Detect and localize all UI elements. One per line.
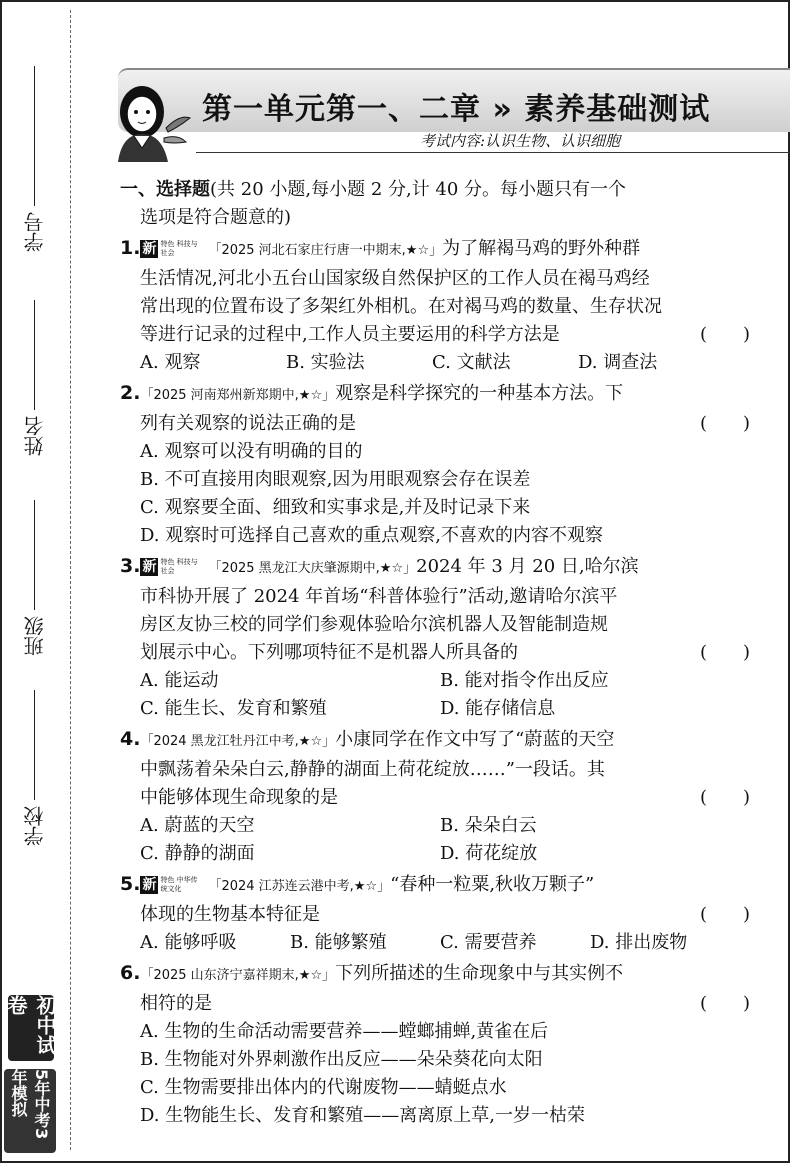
question-source: 「2024 黑龙江牡丹江中考,★☆」: [140, 734, 336, 749]
brand-logo-bottom: 5年中考3年模拟: [4, 1069, 56, 1153]
page-subtitle: 考试内容:认识生物、认识细胞: [420, 132, 621, 150]
question-text-line: 下列所描述的生命现象中与其实例不: [335, 963, 624, 984]
option-d[interactable]: D. 能存储信息: [440, 698, 556, 719]
option-a[interactable]: A. 蔚蓝的天空: [140, 815, 255, 836]
student-name-field: [14, 300, 54, 462]
question-source: 「2025 山东济宁嘉祥期末,★☆」: [140, 968, 336, 983]
question-text-line: 市科协开展了 2024 年首场“科普体验行”活动,邀请哈尔滨平: [140, 586, 618, 607]
school-field: [14, 690, 54, 852]
brand-logo-top: 初中试卷: [8, 995, 54, 1061]
option-b[interactable]: B. 能对指令作出反应: [440, 670, 609, 691]
option-a[interactable]: A. 观察可以没有明确的目的: [140, 441, 363, 462]
option-c[interactable]: C. 需要营养: [440, 932, 537, 953]
new-tag-icon: 新: [142, 241, 157, 257]
option-d[interactable]: D. 荷花绽放: [440, 843, 538, 864]
question-number: 3.: [120, 555, 141, 577]
question-3: [120, 552, 760, 723]
question-text-line: 中能够体现生命现象的是: [140, 787, 338, 808]
option-a[interactable]: A. 生物的生命活动需要营养——螳螂捕蝉,黄雀在后: [140, 1021, 549, 1042]
question-5: [120, 870, 760, 957]
question-text-line: 房区友协三校的同学们参观体验哈尔滨机器人及智能制造规: [140, 614, 608, 635]
class-field: [14, 500, 54, 662]
answer-blank[interactable]: ( ): [699, 993, 750, 1014]
question-1: [120, 234, 760, 377]
student-id-line: [34, 66, 35, 206]
binding-dashed-line: [70, 10, 71, 1150]
options-row: [120, 840, 760, 868]
option-b[interactable]: B. 实验法: [286, 352, 365, 373]
class-label: 班级: [22, 616, 47, 656]
answer-blank[interactable]: ( ): [699, 324, 750, 345]
option-c[interactable]: C. 观察要全面、细致和实事求是,并及时记录下来: [140, 497, 531, 518]
question-number: 1.: [120, 237, 141, 259]
header-divider: [196, 152, 790, 153]
question-number: 2.: [120, 382, 141, 404]
option-d[interactable]: D. 调查法: [578, 352, 658, 373]
question-text-line: 体现的生物基本特征是: [140, 904, 320, 925]
page-title: 第一单元第一、二章 » 素养基础测试: [202, 92, 711, 127]
question-source: 「2024 江苏连云港中考,★☆」: [208, 879, 391, 894]
class-line: [34, 500, 35, 610]
option-b[interactable]: B. 生物能对外界刺激作出反应——朵朵葵花向太阳: [140, 1049, 543, 1070]
question-source: 「2025 河北石家庄行唐一中期末,★☆」: [208, 243, 443, 258]
option-a[interactable]: A. 能够呼吸: [140, 932, 237, 953]
options-row: [120, 349, 760, 377]
option-d[interactable]: D. 生物能生长、发育和繁殖——离离原上草,一岁一枯荣: [140, 1105, 585, 1126]
feature-tag: 特色 科技与社会: [160, 240, 198, 257]
question-text-line: 等进行记录的过程中,工作人员主要运用的科学方法是: [140, 324, 560, 345]
new-tag-icon: 新: [142, 559, 157, 575]
section-title: 一、选择题: [120, 179, 210, 200]
feature-tag: 特色 中华传统文化: [160, 876, 198, 893]
option-b[interactable]: B. 不可直接用肉眼观察,因为用眼观察会存在误差: [140, 469, 531, 490]
question-number: 5.: [120, 873, 141, 895]
question-number: 6.: [120, 962, 141, 984]
question-text-line: 观察是科学探究的一种基本方法。下: [335, 383, 624, 404]
option-c[interactable]: C. 生物需要排出体内的代谢废物——蜻蜓点水: [140, 1077, 507, 1098]
answer-blank[interactable]: ( ): [699, 413, 750, 434]
feature-tag: 特色 科技与社会: [160, 558, 198, 575]
school-line: [34, 690, 35, 800]
answer-blank[interactable]: ( ): [699, 787, 750, 808]
question-text-line: 生活情况,河北小五台山国家级自然保护区的工作人员在褐马鸡经: [140, 268, 650, 289]
answer-blank[interactable]: ( ): [699, 642, 750, 663]
option-a[interactable]: A. 观察: [140, 352, 201, 373]
student-name-line: [34, 300, 35, 410]
question-2: [120, 379, 760, 550]
options-row: [120, 695, 760, 723]
question-6: [120, 959, 760, 1130]
options-row: [120, 667, 760, 695]
option-b[interactable]: B. 朵朵白云: [440, 815, 537, 836]
option-a[interactable]: A. 能运动: [140, 670, 219, 691]
student-name-label: 姓名: [22, 416, 47, 456]
section-header: [120, 176, 760, 204]
question-text-line: 相符的是: [140, 993, 212, 1014]
section-desc-line2: 选项是符合题意的): [140, 207, 292, 228]
question-text-line: 为了解褐马鸡的野外种群: [442, 238, 641, 259]
question-text-line: “春种一粒粟,秋收万颗子”: [390, 874, 595, 895]
option-d[interactable]: D. 观察时可选择自己喜欢的重点观察,不喜欢的内容不观察: [140, 525, 603, 546]
school-label: 学校: [22, 806, 47, 846]
new-tag-icon: 新: [142, 877, 157, 893]
question-text-line: 中飘荡着朵朵白云,静静的湖面上荷花绽放……”一段话。其: [140, 759, 605, 780]
question-text-line: 2024 年 3 月 20 日,哈尔滨: [416, 556, 639, 577]
question-text-line: 划展示中心。下列哪项特征不是机器人所具备的: [140, 642, 518, 663]
question-area: [120, 176, 760, 1130]
option-d[interactable]: D. 排出废物: [590, 932, 688, 953]
student-id-label: 学号: [22, 212, 47, 252]
header-banner: [118, 68, 790, 132]
options-row: [120, 812, 760, 840]
brand-logo: [4, 995, 56, 1155]
option-b[interactable]: B. 能够繁殖: [290, 932, 387, 953]
student-id-field: [14, 66, 54, 258]
option-c[interactable]: C. 能生长、发育和繁殖: [140, 698, 327, 719]
options-row: [120, 929, 760, 957]
option-c[interactable]: C. 静静的湖面: [140, 843, 255, 864]
question-number: 4.: [120, 728, 141, 750]
question-text-line: 小康同学在作文中写了“蔚蓝的天空: [335, 729, 615, 750]
question-text-line: 列有关观察的说法正确的是: [140, 413, 356, 434]
girl-illustration: [94, 78, 194, 162]
answer-blank[interactable]: ( ): [699, 904, 750, 925]
question-4: [120, 725, 760, 868]
question-source: 「2025 河南郑州新郑期中,★☆」: [140, 388, 336, 403]
section-desc-line1: (共 20 小题,每小题 2 分,计 40 分。每小题只有一个: [210, 179, 627, 200]
option-c[interactable]: C. 文献法: [432, 352, 511, 373]
question-source: 「2025 黑龙江大庆肇源期中,★☆」: [208, 561, 417, 576]
question-text-line: 常出现的位置布设了多架红外相机。在对褐马鸡的数量、生存状况: [140, 296, 662, 317]
